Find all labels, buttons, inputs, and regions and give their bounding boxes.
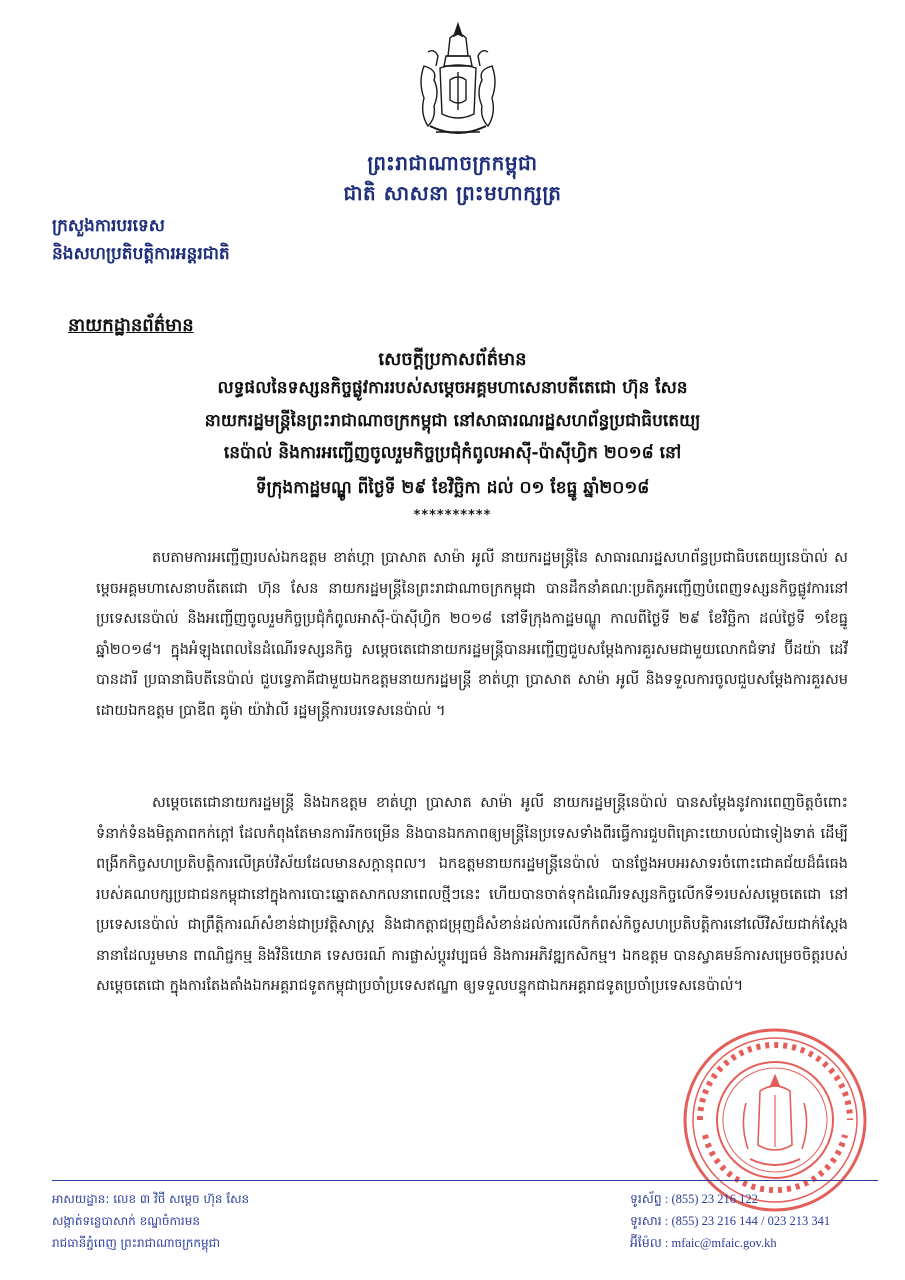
- royal-coat-of-arms-emblem: [410, 22, 506, 142]
- ministry-name-line2: និងសហប្រតិបត្តិការអន្តរជាតិ: [52, 244, 230, 264]
- ministry-name-line1: ក្រសួងការបរទេស: [52, 216, 165, 236]
- ministry-red-seal: [680, 1025, 870, 1215]
- separator-stars: **********: [413, 508, 492, 523]
- department-name: នាយកដ្ឋានព័ត៌មាន: [68, 315, 194, 336]
- footer-divider: [52, 1180, 878, 1181]
- title-line-4: ទីក្រុងកាដ្ឋមណ្ឌូ ពីថ្ងៃទី ២៩ ខែវិច្ឆិកា ដល់ ០១ ខែធ្នូ ឆ្នាំ២០១៨: [255, 478, 650, 498]
- phone-number: (855) 23 216 122: [671, 1192, 758, 1206]
- fax-label: ទូរសារ :: [630, 1214, 669, 1228]
- footer-address: [52, 1188, 572, 1254]
- body-paragraph-2: សម្តេចតេជោនាយករដ្ឋមន្ត្រី និងឯកឧត្តម ខាត់ហ្គា ប្រាសាត សាម៉ា អូលី នាយករដ្ឋមន្ត្រីនេប៉ាល់ បានសម្តែងនូវការពេញចិត្តចំពោះទំនាក់ទំនងមិត្តភាពកក់ក្តៅ ដែលកំពុងតែមានការរីកចម្រើន និងបានឯកភាពឲ្យមន្ត្រីនៃប្រទេសទាំងពីរធ្វើការជួបពិគ្រោះយោបល់ជាទៀងទាត់ ដើម្បីពង្រីកកិច្ចសហប្រតិបត្តិការលើគ្រប់វិស័យដែលមានសក្តានុពល។ ឯកឧត្តមនាយករដ្ឋមន្ត្រីនេប៉ាល់ បានថ្លែងអបអរសាទរចំពោះជោគជ័យដ៏ធំធេងរបស់គណបក្សប្រជាជនកម្ពុជានៅក្នុងការបោះឆ្នោតសាកលនាពេលថ្មីៗនេះ ហើយបានចាត់ទុកដំណើរទស្សនកិច្ចលើកទី១របស់សម្តេចតេជោ នៅប្រទេសនេប៉ាល់ ជាព្រឹត្តិការណ៍សំខាន់ជាប្រវត្តិសាស្ត្រ និងជាកត្តាជម្រុញដ៏សំខាន់ដល់ការលើកកំពស់កិច្ចសហប្រតិបត្តិការនៅលើវិស័យជាក់ស្តែងនានាដែលរួមមាន ពាណិជ្ជកម្ម និងវិនិយោគ ទេសចរណ៍ ការផ្លាស់ប្តូរវប្បធម៌ និងការអភិវឌ្ឍកសិកម្ម។ ឯកឧត្តម បានស្វាគមន៍ការសម្រេចចិត្តរបស់សម្តេចតេជោ ក្នុងការតែងតាំងឯកអគ្គរាជទូតកម្ពុជាប្រចាំប្រទេសឥណ្ឌា ឲ្យទទួលបន្ទុកជាឯកអគ្គរាជទូតប្រចាំប្រទេសនេប៉ាល់។: [96, 795, 848, 994]
- national-motto: ជាតិ សាសនា ព្រះមហាក្សត្រ: [343, 181, 562, 205]
- body-paragraph-1: តបតាមការអញ្ជើញរបស់ឯកឧត្តម ខាត់ហ្គា ប្រាសាត សាម៉ា អូលី នាយករដ្ឋមន្ត្រីនៃ សាធារណរដ្ឋសហព័ន្ធប្រជាធិបតេយ្យនេប៉ាល់ សម្តេចអគ្គមហាសេនាបតីតេជោ ហ៊ុន សែន នាយករដ្ឋមន្ត្រីនៃព្រះរាជាណាចក្រកម្ពុជា បានដឹកនាំគណៈប្រតិភូអញ្ជើញបំពេញទស្សនកិច្ចផ្លូវការនៅប្រទេសនេប៉ាល់ និងអញ្ជើញចូលរួមកិច្ចប្រជុំកំពូលអាស៊ី-ប៉ាស៊ីហ្វិក ២០១៨ នៅទីក្រុងកាដ្ឋមណ្ឌូ កាលពីថ្ងៃទី ២៩ ខែវិច្ឆិកា ដល់ថ្ងៃទី ១ខែធ្នូ ឆ្នាំ២០១៨។ ក្នុងអំឡុងពេលនៃដំណើរទស្សនកិច្ច សម្តេចតេជោនាយករដ្ឋមន្ត្រីបានអញ្ជើញជួបសម្តែងការគួរសមជាមួយលោកជំទាវ ប៊ីដយ៉ា ដេវី បានដារី ប្រធានាធិបតីនេប៉ាល់ ជួបទ្វេភាគីជាមួយឯកឧត្តមនាយករដ្ឋមន្ត្រី ខាត់ហ្គា ប្រាសាត សាម៉ា អូលី និងទទួលការចូលជួបសម្តែងការគួរសមដោយឯកឧត្តម ប្រាឌីព គូម៉ា យ៉ាវ៉ាលី រដ្ឋមន្ត្រីការបរទេសនេប៉ាល់ ។: [96, 550, 848, 719]
- footer-contact: [630, 1188, 900, 1254]
- address-line-2: សង្កាត់ទន្លេបាសាក់ ខណ្ឌចំការមន: [52, 1214, 200, 1228]
- kingdom-name: ព្រះរាជាណាចក្រកម្ពុជា: [367, 151, 538, 175]
- address-line-1: លេខ ៣ វិថី សម្តេច ហ៊ុន សែន: [113, 1192, 250, 1206]
- fax-number: (855) 23 216 144 / 023 213 341: [671, 1214, 831, 1228]
- email-label: អ៊ីម៉ែល :: [630, 1236, 669, 1250]
- title-line-3: នេប៉ាល់ និងការអញ្ជើញចូលរួមកិច្ចប្រជុំកំពូលអាស៊ី-ប៉ាស៊ីហ្វិក ២០១៨ នៅ: [223, 443, 682, 463]
- email-link[interactable]: mfaic@mfaic.gov.kh: [671, 1236, 777, 1250]
- title-line-1: លទ្ធផលនៃទស្សនកិច្ចផ្លូវការរបស់សម្តេចអគ្គមហាសេនាបតីតេជោ ហ៊ុន សែន: [217, 378, 688, 398]
- address-label: អាសយដ្ឋាន:: [52, 1192, 110, 1206]
- press-release-heading: សេចក្តីប្រកាសព័ត៌មាន: [378, 349, 527, 370]
- phone-label: ទូរស័ព្ទ :: [630, 1192, 669, 1206]
- title-line-2: នាយករដ្ឋមន្ត្រីនៃព្រះរាជាណាចក្រកម្ពុជា នៅសាធារណរដ្ឋសហព័ន្ធប្រជាធិបតេយ្យ: [204, 411, 701, 431]
- address-line-3: រាជធានីភ្នំពេញ ព្រះរាជាណាចក្រកម្ពុជា: [52, 1236, 220, 1250]
